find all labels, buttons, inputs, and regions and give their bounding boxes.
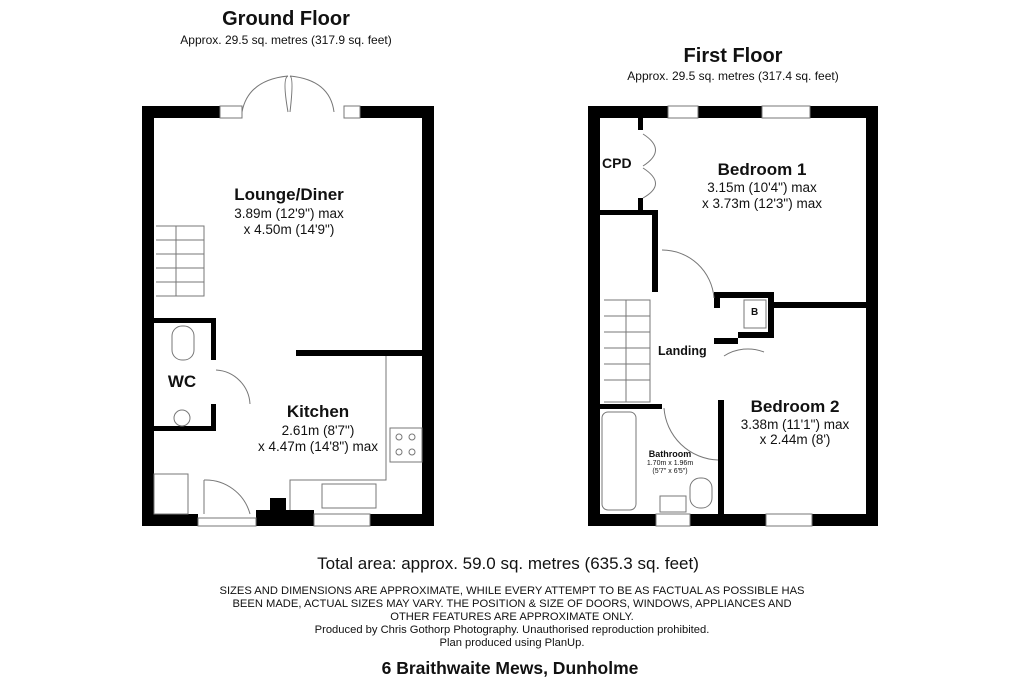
bed1-wall-bottom-b [774,302,866,308]
bed1-wall-bottom-a [714,292,774,298]
window-first-top-b [762,106,810,118]
lounge-dim-2: x 4.50m (14'9") [243,222,335,237]
window-first-bottom-a [656,514,690,526]
bathroom-dim-2: (5'7" x 6'5") [652,468,688,475]
credit-line-2: Plan produced using PlanUp. [439,637,585,649]
ground-floor-title: Ground Floor [222,8,350,30]
stairs-first [604,300,650,402]
wc-toilet [172,326,194,360]
ground-floor-area: Approx. 29.5 sq. metres (317.9 sq. feet) [180,33,392,47]
hob-ring-4 [409,449,415,455]
bedroom2-dim-1: 3.38m (11'1") max [740,417,850,432]
window-first-top-a [668,106,698,118]
ground-wall-bottom-right [370,514,434,526]
bed1-door-swing [662,250,714,298]
wc-basin [174,410,190,426]
wc-name: WC [167,372,197,391]
cpd-name: CPD [602,155,632,171]
lounge-name: Lounge/Diner [234,185,344,204]
landing-wall-right-a [714,292,720,308]
wc-door-swing [216,370,250,404]
kitchen-partition [296,350,422,356]
bedroom2-name: Bedroom 2 [750,397,840,416]
credit-line-1: Produced by Chris Gothorp Photography. Unauthorised reproduction prohibited. [314,624,710,636]
landing-wall-left [652,210,658,292]
first-wall-left [588,106,600,526]
ground-wall-bottom-left [142,514,198,526]
first-wall-right [866,106,878,526]
lounge-dim-1: 3.89m (12'9") max [234,206,344,221]
wc-wall-top [154,318,216,323]
bed2-wall-left [718,400,724,514]
bath-tub [602,412,636,510]
kitchen-name: Kitchen [286,402,350,421]
window-first-bottom-b [766,514,812,526]
window-ground-top-left [220,106,242,118]
disclaimer-line-3: OTHER FEATURES ARE APPROXIMATE ONLY. [390,611,634,623]
first-wall-top-b [698,106,762,118]
cpd-wall-right-low [638,198,643,215]
ground-wall-column [270,498,286,514]
boiler-label: B [751,307,759,318]
first-floor-title: First Floor [683,45,783,67]
first-wall-bottom-c [812,514,878,526]
cpd-wall-right [638,118,643,130]
door-ground-bottom [198,518,256,526]
bath-basin [660,496,686,512]
boiler-box-bottom [738,332,774,338]
window-ground-top-right [344,106,360,118]
wc-wall-bottom [154,426,216,431]
bath-toilet [690,478,712,508]
first-wall-bottom-b [690,514,766,526]
bedroom1-name: Bedroom 1 [717,160,807,179]
disclaimer-line-1: SIZES AND DIMENSIONS ARE APPROXIMATE, WHILE EVERY ATTEMPT TO BE AS FACTUAL AS POSSIBLE HAS [219,585,805,597]
wc-wall-right-low [211,404,216,431]
stairs-ground [156,226,204,296]
kitchen-dim-1: 2.61m (8'7") [281,423,355,438]
bath-wall-top [600,404,662,409]
bedroom1-dim-1: 3.15m (10'4") max [707,180,817,195]
bathroom-dim-1: 1.70m x 1.96m [646,460,694,467]
boiler-box-right [768,292,774,338]
cpd-door-arcs [643,134,656,198]
window-ground-bottom [314,514,370,526]
front-door-swing [204,480,250,514]
utility-box [154,474,188,514]
first-floor-area: Approx. 29.5 sq. metres (317.4 sq. feet) [627,69,839,83]
landing-name: Landing [658,344,707,358]
cpd-wall-bottom [600,210,652,215]
kitchen-sink [322,484,376,508]
kitchen-dim-2: x 4.47m (14'8") max [258,439,378,454]
hob [390,428,422,462]
total-area: Total area: approx. 59.0 sq. metres (635.3 sq. feet) [317,554,699,573]
ground-wall-top-mid [242,106,344,118]
first-wall-bottom-a [588,514,656,526]
bedroom1-dim-2: x 3.73m (12'3") max [702,196,822,211]
bedroom2-dim-2: x 2.44m (8') [759,432,831,447]
hob-ring-1 [396,434,402,440]
bed2-wall-top [714,338,738,344]
ground-wall-left [142,106,154,526]
hob-ring-3 [396,449,402,455]
hob-ring-2 [409,434,415,440]
ground-wall-right [422,106,434,526]
disclaimer-line-2: BEEN MADE, ACTUAL SIZES MAY VARY. THE POSITION & SIZE OF DOORS, WINDOWS, APPLIANCES AND [232,598,792,610]
property-address: 6 Braithwaite Mews, Dunholme [381,658,639,678]
bathroom-name: Bathroom [648,449,692,459]
bed2-door-swing [724,349,764,356]
wc-wall-right [211,318,216,360]
